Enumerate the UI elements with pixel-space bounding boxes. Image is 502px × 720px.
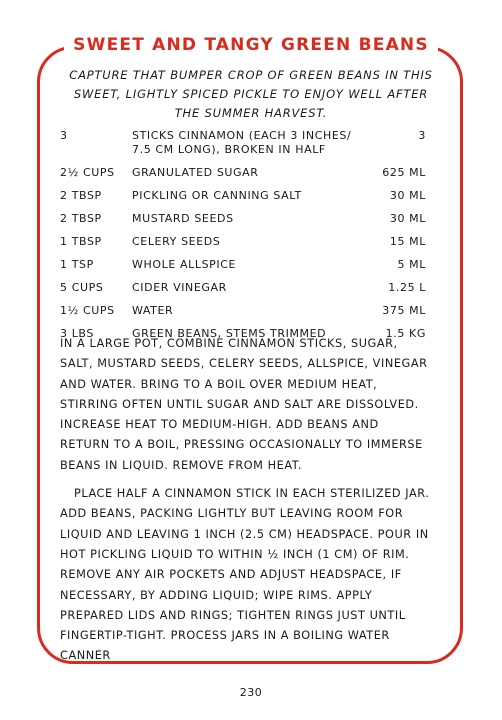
ingredient-name: WATER	[132, 304, 174, 317]
ingredient-metric: 375 ML	[382, 304, 426, 317]
ingredient-row	[60, 304, 426, 318]
ingredient-name: CIDER VINEGAR	[132, 281, 227, 294]
ingredient-row	[60, 281, 426, 295]
ingredient-name: CELERY SEEDS	[132, 235, 221, 248]
ingredient-row	[60, 258, 426, 272]
ingredient-amount: 5 CUPS	[60, 281, 104, 294]
ingredient-row	[60, 189, 426, 203]
ingredient-name: STICKS CINNAMON (EACH 3 INCHES/ 7.5 CM LONG), BROKEN IN HALF	[132, 129, 352, 156]
ingredient-amount: 1 TBSP	[60, 235, 102, 248]
ingredient-metric: 3	[418, 129, 426, 142]
ingredient-list	[60, 129, 426, 350]
instructions	[60, 334, 432, 675]
ingredient-row	[60, 166, 426, 180]
ingredient-metric: 625 ML	[382, 166, 426, 179]
ingredient-name: PICKLING OR CANNING SALT	[132, 189, 302, 202]
ingredient-amount: 1 TSP	[60, 258, 94, 271]
ingredient-name: GRANULATED SUGAR	[132, 166, 259, 179]
ingredient-amount: 3	[60, 129, 68, 142]
recipe-title: SWEET AND TANGY GREEN BEANS	[64, 34, 438, 56]
ingredient-metric: 5 ML	[397, 258, 426, 271]
ingredient-name: MUSTARD SEEDS	[132, 212, 234, 225]
ingredient-metric: 30 ML	[389, 189, 426, 202]
recipe-intro: CAPTURE THAT BUMPER CROP OF GREEN BEANS IN THIS SWEET, LIGHTLY SPICED PICKLE TO ENJOY WELL AFTER THE SUMMER HARVEST.	[69, 68, 433, 120]
ingredient-metric: 1.5 KG	[385, 327, 426, 340]
ingredient-amount: 2½ CUPS	[60, 166, 115, 179]
page-number: 230	[239, 686, 263, 699]
ingredient-name: WHOLE ALLSPICE	[132, 258, 237, 271]
ingredient-row	[60, 129, 426, 157]
ingredient-amount: 2 TBSP	[60, 189, 102, 202]
ingredient-metric: 15 ML	[389, 235, 426, 248]
instruction-paragraph: PLACE HALF A CINNAMON STICK IN EACH STERILIZED JAR. ADD BEANS, PACKING LIGHTLY BUT LEAVING ROOM FOR LIQUID AND LEAVING 1 INCH (2.5 CM) HEADSPACE. POUR IN HOT PICKLING LIQUID TO WITHIN ½ INCH (1 CM) OF RIM. REMOVE ANY AIR POCKETS AND ADJUST HEADSPACE, IF NECESSARY, BY ADDING LIQUID; WIPE RIMS. APPLY PREPARED LIDS AND RINGS; TIGHTEN RINGS JUST UNTIL FINGERTIP-TIGHT. PROCESS JARS IN A BOILING WATER CANNER	[60, 487, 430, 663]
instruction-paragraph: IN A LARGE POT, COMBINE CINNAMON STICKS, SUGAR, SALT, MUSTARD SEEDS, CELERY SEEDS, ALLSPICE, VINEGAR AND WATER. BRING TO A BOIL OVER MEDIUM HEAT, STIRRING OFTEN UNTIL SUGAR AND SALT ARE DISSOLVED. INCREASE HEAT TO MEDIUM-HIGH. ADD BEANS AND RETURN TO A BOIL, PRESSING OCCASIONALLY TO IMMERSE BEANS IN LIQUID. REMOVE FROM HEAT.	[60, 337, 428, 472]
ingredient-metric: 30 ML	[389, 212, 426, 225]
title-wrap	[0, 34, 502, 56]
ingredient-metric: 1.25 L	[388, 281, 426, 294]
ingredient-row	[60, 212, 426, 226]
ingredient-name: GREEN BEANS, STEMS TRIMMED	[132, 327, 327, 340]
ingredient-amount: 1½ CUPS	[60, 304, 115, 317]
ingredient-amount: 2 TBSP	[60, 212, 102, 225]
ingredient-amount: 3 LBS	[60, 327, 94, 340]
ingredient-row	[60, 235, 426, 249]
